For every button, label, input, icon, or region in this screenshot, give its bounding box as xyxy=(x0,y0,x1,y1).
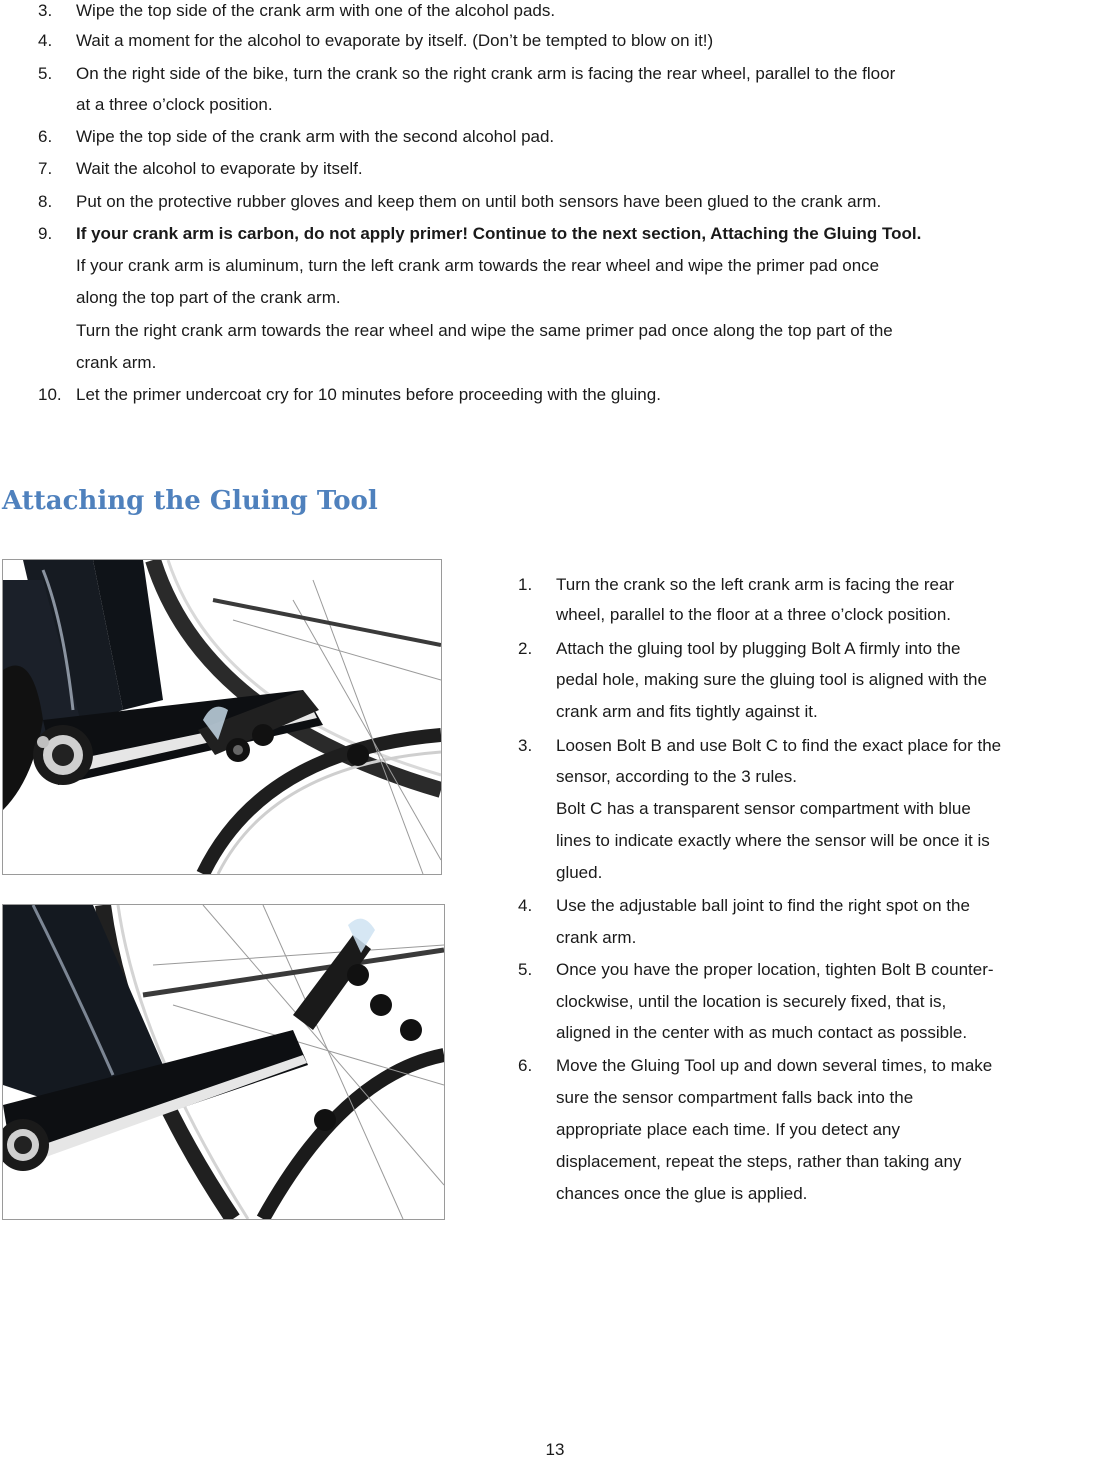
step-text: clockwise, until the location is securely fixed, that is, xyxy=(556,992,947,1011)
step-number: 9. xyxy=(38,224,53,243)
step-number: 6. xyxy=(38,127,53,146)
step-text: Move the Gluing Tool up and down several times, to make xyxy=(556,1056,993,1075)
step-number: 8. xyxy=(38,192,53,211)
step-text: If your crank arm is aluminum, turn the left crank arm towards the rear wheel and wipe the primer pad once xyxy=(76,256,880,275)
step-number: 4. xyxy=(38,31,53,50)
step-number: 6. xyxy=(518,1056,533,1075)
step-number: 3. xyxy=(38,1,53,20)
step-text: Bolt C has a transparent sensor compartment with blue xyxy=(556,799,971,818)
step-text: Once you have the proper location, tighten Bolt B counter- xyxy=(556,960,994,979)
step-text: Attach the gluing tool by plugging Bolt A firmly into the xyxy=(556,639,961,658)
step-text: Let the primer undercoat cry for 10 minutes before proceeding with the gluing. xyxy=(76,385,661,404)
step-text: sure the sensor compartment falls back into the xyxy=(556,1088,914,1107)
step-text: sensor, according to the 3 rules. xyxy=(556,767,797,786)
step-text-bold: If your crank arm is carbon, do not apply primer! Continue to the next section, Attaching the Gluing Tool. xyxy=(76,224,922,243)
bolt-b-label: B xyxy=(355,986,364,1000)
step-number: 5. xyxy=(38,64,53,83)
step-number: 2. xyxy=(518,639,533,658)
step-text: Wait the alcohol to evaporate by itself. xyxy=(76,159,363,178)
step-text: crank arm and fits tightly against it. xyxy=(556,702,818,721)
step-text: On the right side of the bike, turn the crank so the right crank arm is facing the rear wheel, parallel to the floor xyxy=(76,64,896,83)
gluing-tool-photo-1 xyxy=(2,559,442,875)
step-text: at a three o’clock position. xyxy=(76,95,273,114)
step-text: glued. xyxy=(556,863,603,882)
step-text: Wait a moment for the alcohol to evaporate by itself. (Don’t be tempted to blow on it!) xyxy=(76,31,714,50)
bolt-c-label: C xyxy=(232,767,241,781)
step-text: crank arm. xyxy=(556,928,637,947)
step-text: appropriate place each time. If you detect any xyxy=(556,1120,900,1139)
step-number: 5. xyxy=(518,960,533,979)
step-text: pedal hole, making sure the gluing tool is aligned with the xyxy=(556,670,987,689)
step-text: displacement, repeat the steps, rather than taking any xyxy=(556,1152,962,1171)
step-number: 10. xyxy=(38,385,62,404)
step-text: Wipe the top side of the crank arm with the second alcohol pad. xyxy=(76,127,555,146)
step-text: Put on the protective rubber gloves and keep them on until both sensors have been glued to the crank arm. xyxy=(76,192,882,211)
step-text: chances once the glue is applied. xyxy=(556,1184,808,1203)
bike-crank-illustration-1 xyxy=(3,560,441,874)
bolt-b-label: B xyxy=(259,749,268,763)
step-text: aligned in the center with as much contact as possible. xyxy=(556,1023,968,1042)
page-number: 13 xyxy=(545,1440,565,1459)
step-text: lines to indicate exactly where the sensor will be once it is xyxy=(556,831,990,850)
step-number: 4. xyxy=(518,896,533,915)
gluing-tool-photo-2 xyxy=(2,904,445,1220)
bike-crank-illustration-2 xyxy=(3,905,444,1219)
step-text: wheel, parallel to the floor at a three o’clock position. xyxy=(556,605,952,624)
step-text: Use the adjustable ball joint to find the right spot on the xyxy=(556,896,970,915)
step-text: Loosen Bolt B and use Bolt C to find the exact place for the xyxy=(556,736,1002,755)
section-heading: Attaching the Gluing Tool xyxy=(2,486,378,516)
step-text: Turn the crank so the left crank arm is facing the rear xyxy=(556,575,955,594)
step-text: Turn the right crank arm towards the rear wheel and wipe the same primer pad once along the top part of the xyxy=(76,321,893,340)
step-number: 7. xyxy=(38,159,53,178)
step-text: crank arm. xyxy=(76,353,157,372)
step-text: along the top part of the crank arm. xyxy=(76,288,341,307)
step-number: 1. xyxy=(518,575,533,594)
step-text: Wipe the top side of the crank arm with one of the alcohol pads. xyxy=(76,1,556,20)
step-number: 3. xyxy=(518,736,533,755)
